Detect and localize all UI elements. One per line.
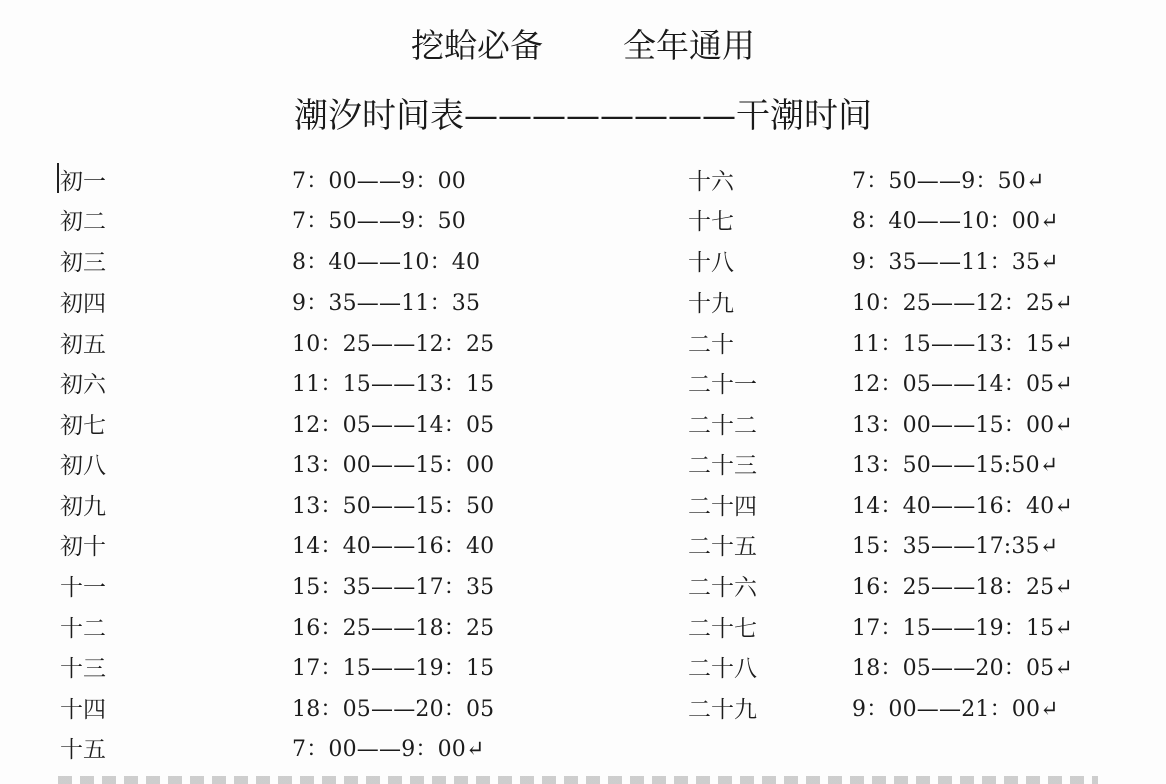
table-row <box>60 243 620 283</box>
tide-time: 8：40——10：00↵ <box>852 209 1059 234</box>
lunar-day: 十七 <box>688 209 734 235</box>
tide-time: 10：25——12：25↵ <box>852 291 1074 316</box>
lunar-day: 初八 <box>60 453 106 479</box>
table-row <box>688 690 1108 730</box>
table-row <box>60 325 620 365</box>
lunar-day: 初四 <box>60 291 106 317</box>
table-row <box>688 284 1108 324</box>
table-row <box>60 365 620 405</box>
tide-time: 13：50——15：50 <box>292 494 495 519</box>
lunar-day: 二十八 <box>688 656 757 682</box>
tide-time: 11：15——13：15 <box>292 372 495 397</box>
lunar-day: 初七 <box>60 413 106 439</box>
tide-time: 15：35——17：35 <box>292 575 495 600</box>
lunar-day: 初六 <box>60 372 106 398</box>
table-row <box>60 202 620 242</box>
tide-time: 15：35——17:35↵ <box>852 534 1059 559</box>
table-row <box>688 446 1108 486</box>
tide-time: 12：05——14：05 <box>292 413 495 438</box>
table-row <box>60 609 620 649</box>
tide-time: 16：25——18：25 <box>292 616 495 641</box>
tide-time: 17：15——19：15 <box>292 656 495 681</box>
table-row <box>688 202 1108 242</box>
lunar-day: 初二 <box>60 209 106 235</box>
tide-time: 7：50——9：50↵ <box>852 169 1045 194</box>
table-row <box>60 446 620 486</box>
table-row <box>60 690 620 730</box>
lunar-day: 十二 <box>60 616 106 642</box>
table-row <box>688 243 1108 283</box>
tide-time: 9：00——21：00↵ <box>852 697 1059 722</box>
lunar-day: 初十 <box>60 534 106 560</box>
tide-time: 8：40——10：40 <box>292 250 481 275</box>
table-row <box>60 487 620 527</box>
table-row <box>688 568 1108 608</box>
document-subtitle: 潮汐时间表————————干潮时间 <box>294 96 872 136</box>
cut-off-text-line <box>58 776 1098 784</box>
lunar-day: 二十一 <box>688 372 757 398</box>
tide-time: 7：50——9：50 <box>292 209 466 234</box>
table-row <box>688 487 1108 527</box>
lunar-day: 十一 <box>60 575 106 601</box>
table-row <box>688 649 1108 689</box>
lunar-day: 二十四 <box>688 494 757 520</box>
tide-time: 10：25——12：25 <box>292 332 495 357</box>
lunar-day: 二十七 <box>688 616 757 642</box>
tide-time: 13：00——15：00 <box>292 453 495 478</box>
table-row <box>60 730 620 770</box>
tide-time: 7：00——9：00 <box>292 169 466 194</box>
tide-time: 12：05——14：05↵ <box>852 372 1074 397</box>
lunar-day: 二十二 <box>688 413 757 439</box>
lunar-day: 十六 <box>688 169 734 195</box>
lunar-day: 十五 <box>60 737 106 763</box>
tide-time: 13：50——15:50↵ <box>852 453 1059 478</box>
tide-time: 13：00——15：00↵ <box>852 413 1074 438</box>
table-row <box>60 406 620 446</box>
lunar-day: 十八 <box>688 250 734 276</box>
lunar-day: 初一 <box>60 169 106 195</box>
title-left: 挖蛤必备 <box>411 26 543 65</box>
lunar-day: 十九 <box>688 291 734 317</box>
table-row <box>688 325 1108 365</box>
tide-time: 17：15——19：15↵ <box>852 616 1074 641</box>
table-row <box>60 162 620 202</box>
lunar-day: 十四 <box>60 697 106 723</box>
tide-time: 18：05——20：05 <box>292 697 495 722</box>
tide-time: 14：40——16：40 <box>292 534 495 559</box>
tide-time: 11：15——13：15↵ <box>852 332 1074 357</box>
lunar-day: 十三 <box>60 656 106 682</box>
lunar-day: 初九 <box>60 494 106 520</box>
lunar-day: 二十九 <box>688 697 757 723</box>
lunar-day: 初三 <box>60 250 106 276</box>
lunar-day: 初五 <box>60 332 106 358</box>
tide-time: 14：40——16：40↵ <box>852 494 1074 519</box>
table-row <box>688 406 1108 446</box>
title-right: 全年通用 <box>623 26 755 65</box>
document-title <box>0 20 1166 67</box>
lunar-day: 二十 <box>688 332 734 358</box>
tide-time: 9：35——11：35↵ <box>852 250 1059 275</box>
table-row <box>60 527 620 567</box>
tide-time: 7：00——9：00↵ <box>292 737 485 762</box>
tide-time: 18：05——20：05↵ <box>852 656 1074 681</box>
table-row <box>688 609 1108 649</box>
tide-time: 16：25——18：25↵ <box>852 575 1074 600</box>
lunar-day: 二十五 <box>688 534 757 560</box>
table-row <box>60 284 620 324</box>
lunar-day: 二十三 <box>688 453 757 479</box>
table-row <box>688 365 1108 405</box>
table-row <box>688 527 1108 567</box>
tide-time: 9：35——11：35 <box>292 291 481 316</box>
table-row <box>60 568 620 608</box>
text-cursor <box>57 163 59 193</box>
lunar-day: 二十六 <box>688 575 757 601</box>
table-row <box>688 162 1108 202</box>
table-row <box>60 649 620 689</box>
